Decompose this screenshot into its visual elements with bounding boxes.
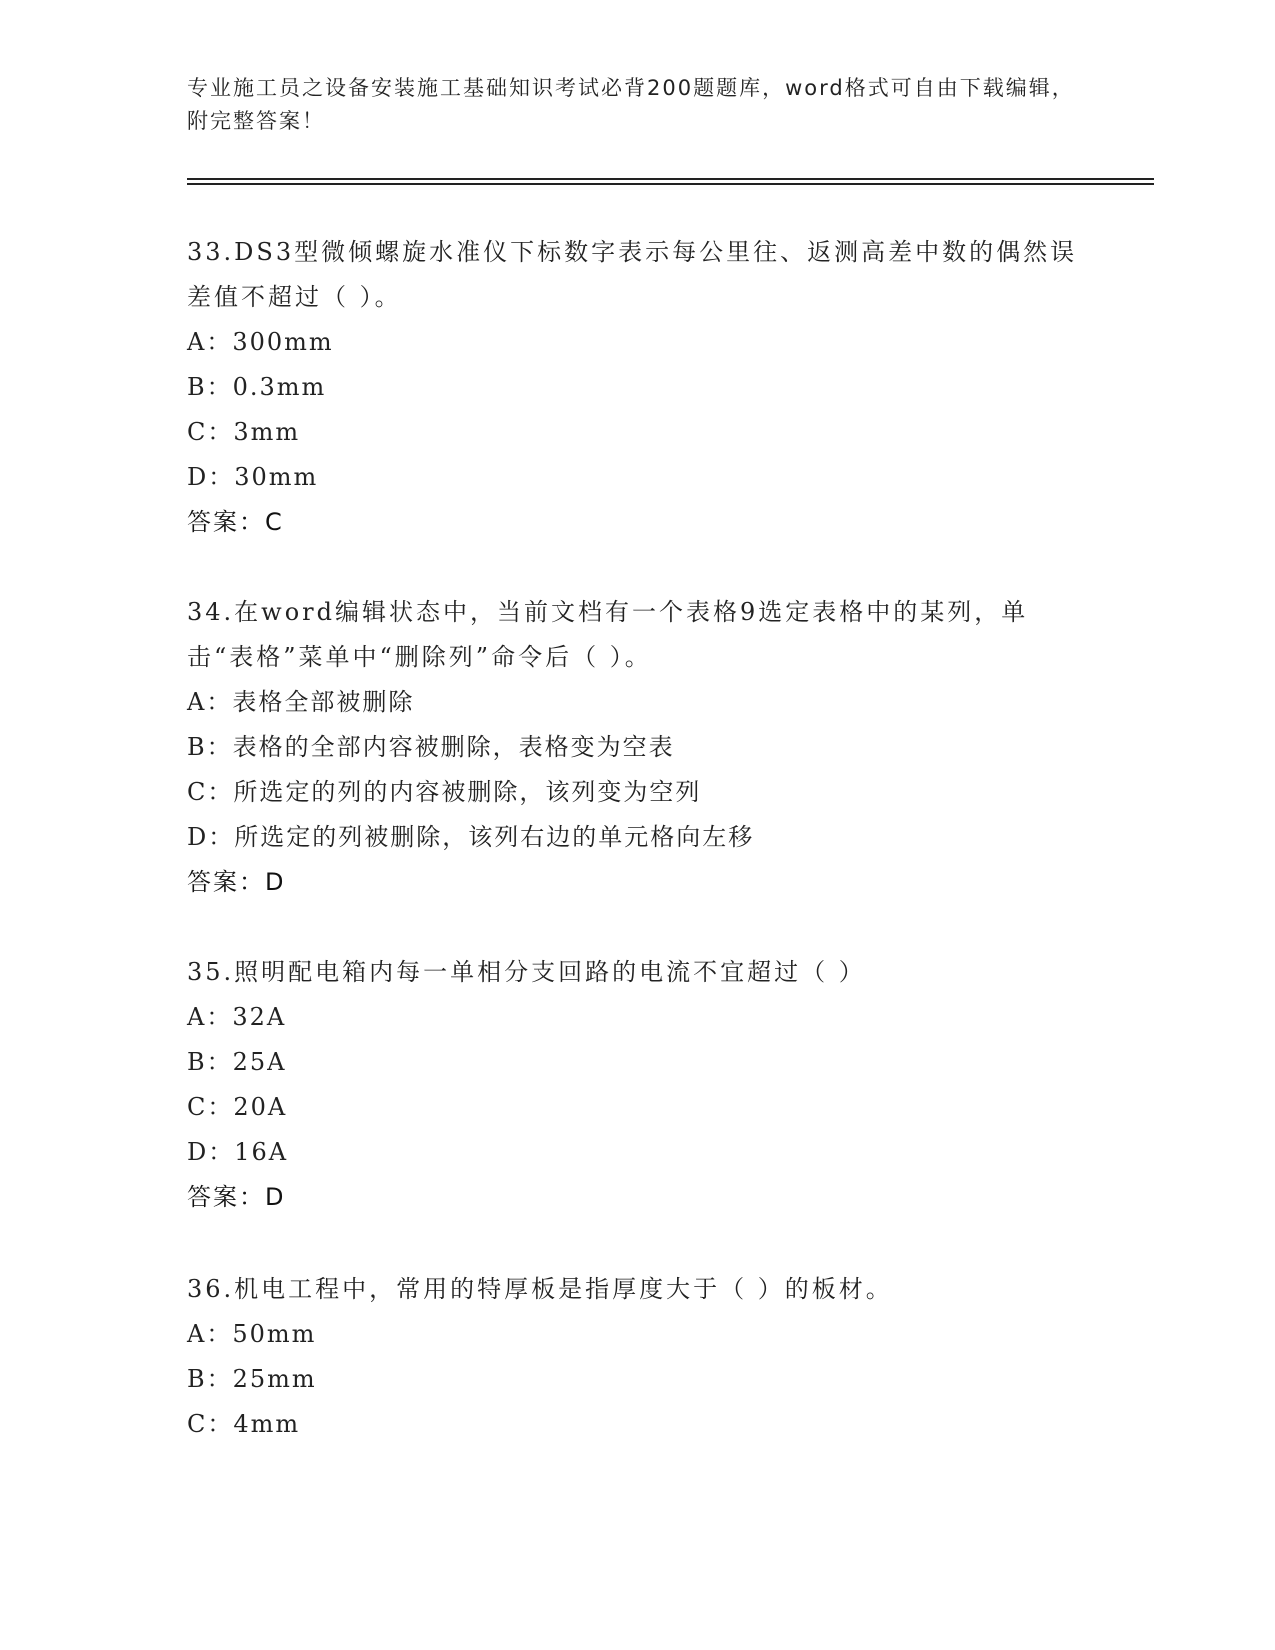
question-33 (187, 230, 1087, 545)
question-stem: 34.在word编辑状态中，当前文档有一个表格9选定表格中的某列，单击“表格”菜单中“删除列”命令后（ ）。 (187, 598, 1029, 671)
option-a: A：300mm (187, 328, 334, 356)
answer: 答案：D (187, 1183, 286, 1211)
question-stem: 36.机电工程中，常用的特厚板是指厚度大于（ ）的板材。 (187, 1275, 893, 1303)
option-d: D：所选定的列被删除，该列右边的单元格向左移 (187, 823, 755, 851)
document-header (187, 72, 1087, 138)
option-a: A：50mm (187, 1320, 317, 1348)
question-35 (187, 950, 1087, 1220)
option-b: B：25A (187, 1048, 287, 1076)
option-c: C：所选定的列的内容被删除，该列变为空列 (187, 778, 702, 806)
option-d: D：16A (187, 1138, 289, 1166)
option-b: B：表格的全部内容被删除，表格变为空表 (187, 733, 675, 761)
question-stem: 35.照明配电箱内每一单相分支回路的电流不宜超过（ ） (187, 958, 866, 986)
header-divider-bottom (187, 183, 1154, 185)
option-c: C：4mm (187, 1410, 301, 1438)
option-b: B：0.3mm (187, 373, 327, 401)
question-36 (187, 1267, 1087, 1447)
option-c: C：20A (187, 1093, 288, 1121)
option-b: B：25mm (187, 1365, 317, 1393)
answer: 答案：C (187, 508, 284, 536)
option-a: A：32A (187, 1003, 287, 1031)
option-c: C：3mm (187, 418, 301, 446)
option-d: D：30mm (187, 463, 319, 491)
document-title: 专业施工员之设备安装施工基础知识考试必背200题题库，word格式可自由下载编辑，附完整答案！ (187, 76, 1075, 133)
question-stem: 33.DS3型微倾螺旋水准仪下标数字表示每公里往、返测高差中数的偶然误差值不超过（ ）。 (187, 238, 1078, 311)
header-divider-top (187, 178, 1154, 180)
answer: 答案：D (187, 868, 286, 896)
option-a: A：表格全部被删除 (187, 688, 415, 716)
question-34 (187, 590, 1087, 905)
